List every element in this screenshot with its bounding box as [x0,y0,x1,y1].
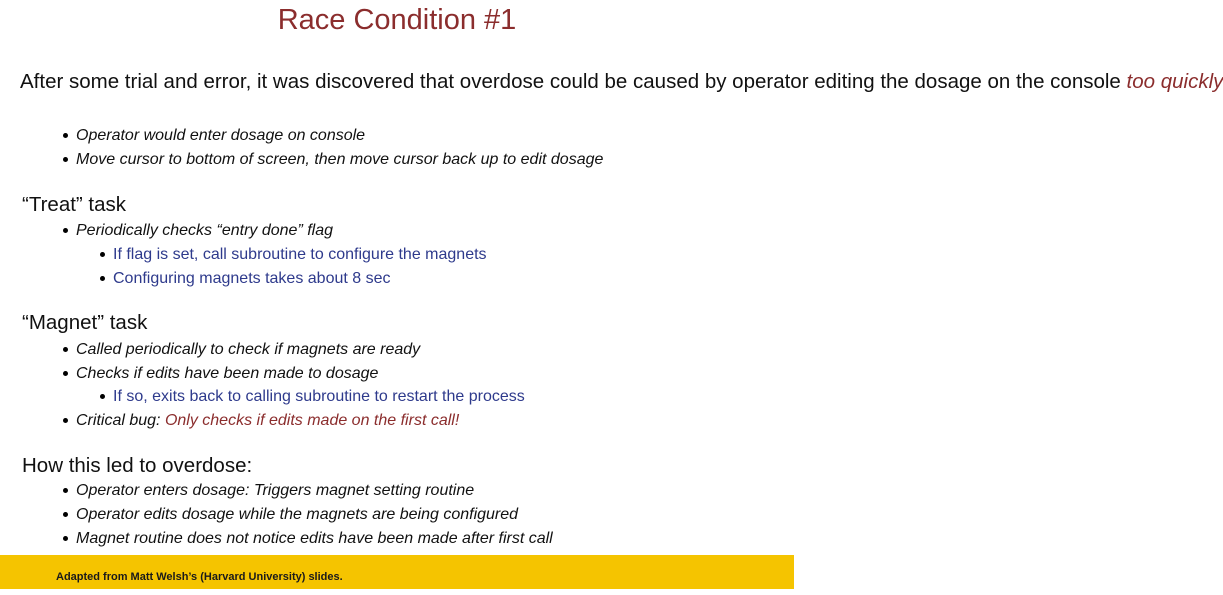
section-heading-treat: “Treat” task [22,193,127,216]
list-item: Operator enters dosage: Triggers magnet setting routine [76,479,553,503]
overdose-bullets [76,479,553,551]
list-item: If flag is set, call subroutine to configure the magnets [113,243,487,267]
list-item: If so, exits back to calling subroutine to restart the process [113,385,525,409]
list-item [76,409,459,433]
intro-bullets [76,124,603,172]
list-item: Checks if edits have been made to dosage [76,362,420,386]
section-heading-overdose: How this led to overdose: [22,454,253,477]
list-item: Operator edits dosage while the magnets are being configured [76,503,553,527]
list-item: Configuring magnets takes about 8 sec [113,267,487,291]
magnet-bullets [76,338,420,386]
list-item: Periodically checks “entry done” flag [76,219,333,243]
treat-bullets [76,219,333,243]
list-item: Magnet routine does not notice edits have been made after first call [76,527,553,551]
bug-label: Critical bug: [76,412,161,429]
intro-paragraph [20,68,1223,95]
intro-accent: too quickly [1126,70,1223,93]
list-item: Operator would enter dosage on console [76,124,603,148]
list-item: Move cursor to bottom of screen, then move cursor back up to edit dosage [76,148,603,172]
section-heading-magnet: “Magnet” task [22,311,148,334]
footer-bar [0,555,794,589]
footer-credit: Adapted from Matt Welsh’s (Harvard University) slides. [56,571,343,583]
magnet-bug-bullet [76,409,459,433]
intro-text: After some trial and error, it was discovered that overdose could be caused by operator editing the dosage on the console [20,70,1121,93]
slide-title: Race Condition #1 [277,4,517,36]
list-item: Called periodically to check if magnets are ready [76,338,420,362]
magnet-subbullets [113,385,525,409]
treat-subbullets [113,243,487,291]
bug-accent: Only checks if edits made on the first call! [164,412,460,429]
